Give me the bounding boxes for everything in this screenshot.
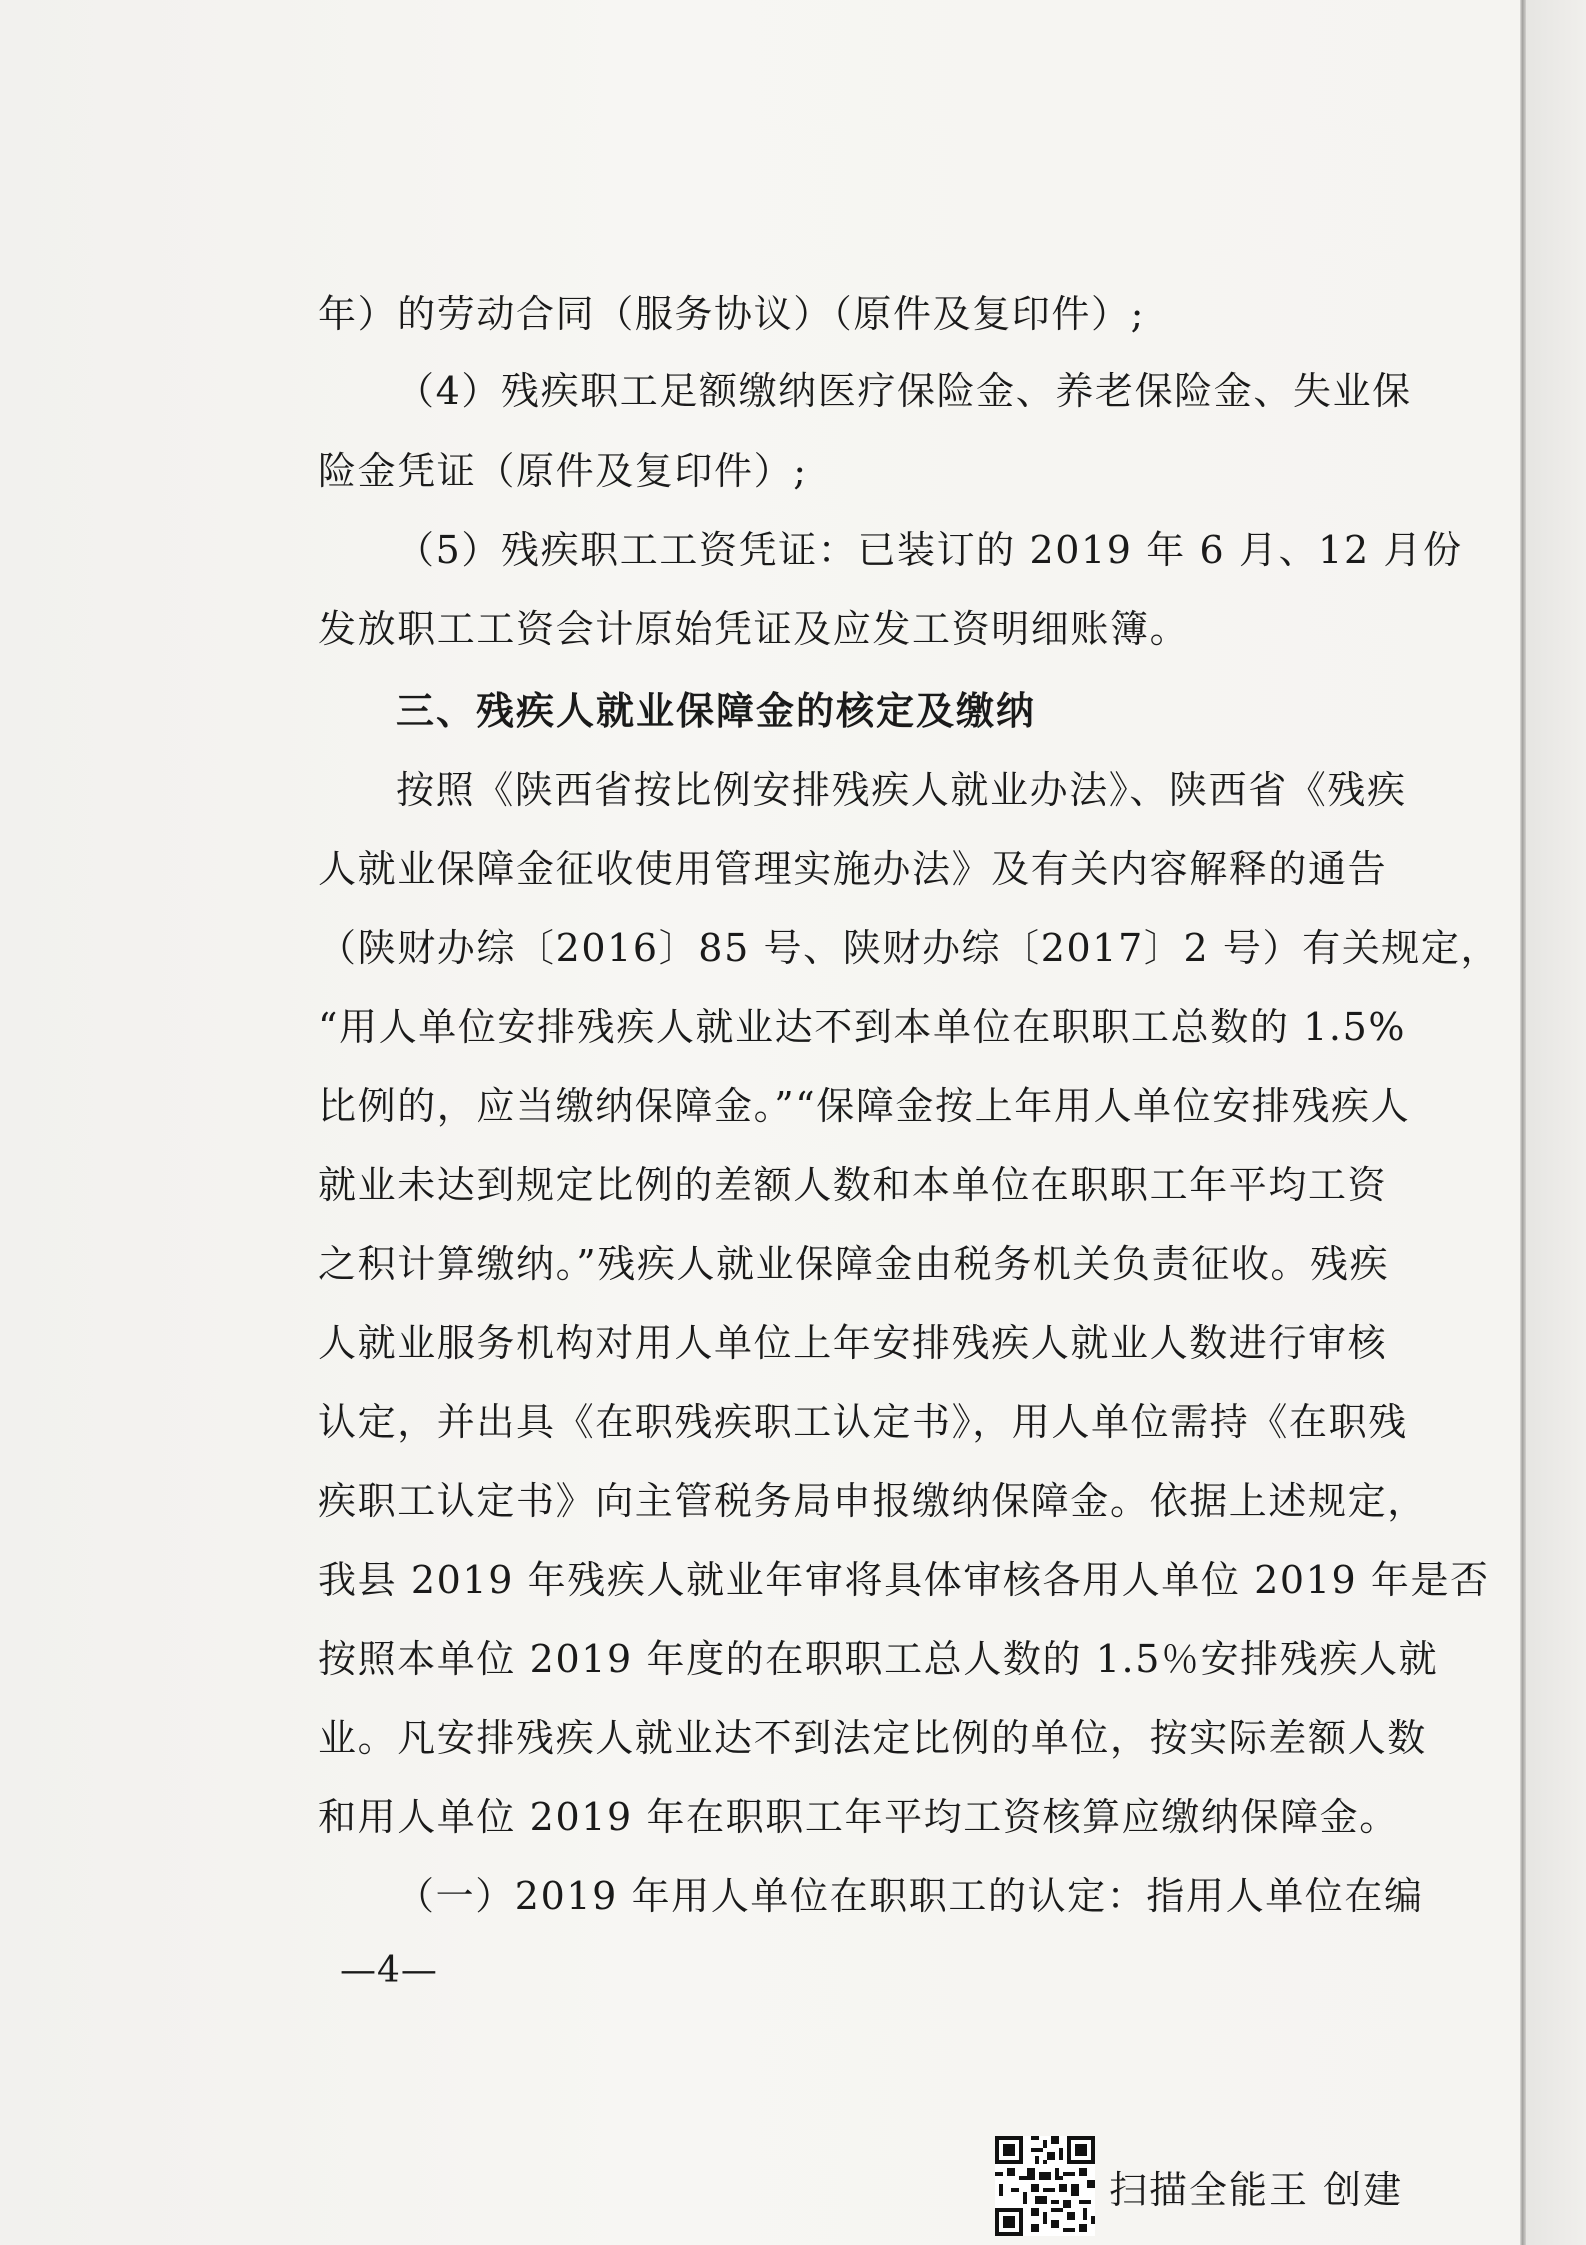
text-line: （一）2019 年用人单位在职职工的认定：指用人单位在编 bbox=[396, 1874, 1424, 1918]
text-line: 比例的，应当缴纳保障金。”“保障金按上年用人单位安排残疾人 bbox=[318, 1084, 1411, 1128]
text-line: 年）的劳动合同（服务协议）（原件及复印件）; bbox=[318, 292, 1146, 336]
text-line: 就业未达到规定比例的差额人数和本单位在职职工年平均工资 bbox=[318, 1163, 1388, 1207]
text-line: 发放职工工资会计原始凭证及应发工资明细账簿。 bbox=[318, 607, 1190, 651]
qr-code-icon bbox=[995, 2136, 1095, 2236]
text-line: 和用人单位 2019 年在职职工年平均工资核算应缴纳保障金。 bbox=[318, 1795, 1399, 1839]
text-line: 人就业保障金征收使用管理实施办法》及有关内容解释的通告 bbox=[318, 847, 1388, 891]
page-margin-shadow bbox=[1526, 0, 1586, 2245]
text-line: 险金凭证（原件及复印件）; bbox=[318, 449, 808, 493]
text-line: 按照《陕西省按比例安排残疾人就业办法》、陕西省《残疾 bbox=[396, 768, 1407, 812]
text-line: 业。凡安排残疾人就业达不到法定比例的单位，按实际差额人数 bbox=[318, 1716, 1427, 1760]
text-line: （4）残疾职工足额缴纳医疗保险金、养老保险金、失业保 bbox=[396, 369, 1412, 413]
text-line: 按照本单位 2019 年度的在职职工总人数的 1.5％安排残疾人就 bbox=[318, 1637, 1439, 1681]
text-line: 疾职工认定书》向主管税务局申报缴纳保障金。依据上述规定， bbox=[318, 1479, 1427, 1523]
text-line: （5）残疾职工工资凭证：已装订的 2019 年 6 月、12 月份 bbox=[396, 528, 1463, 572]
text-line: 之积计算缴纳。”残疾人就业保障金由税务机关负责征收。残疾 bbox=[318, 1242, 1390, 1286]
text-line: （陕财办综〔2016〕85 号、陕财办综〔2017〕2 号）有关规定， bbox=[318, 926, 1501, 970]
watermark-text: 扫描全能王 创建 bbox=[1109, 2167, 1404, 2212]
text-line: 人就业服务机构对用人单位上年安排残疾人就业人数进行审核 bbox=[318, 1321, 1388, 1365]
section-heading: 三、残疾人就业保障金的核定及缴纳 bbox=[396, 688, 1037, 733]
text-line: “用人单位安排残疾人就业达不到本单位在职职工总数的 1.5% bbox=[318, 1005, 1407, 1049]
page-number: —4— bbox=[340, 1950, 438, 1991]
scanner-watermark bbox=[995, 2136, 1403, 2236]
text-line: 我县 2019 年残疾人就业年审将具体审核各用人单位 2019 年是否 bbox=[318, 1558, 1490, 1602]
text-line: 认定，并出具《在职残疾职工认定书》，用人单位需持《在职残 bbox=[318, 1400, 1408, 1444]
